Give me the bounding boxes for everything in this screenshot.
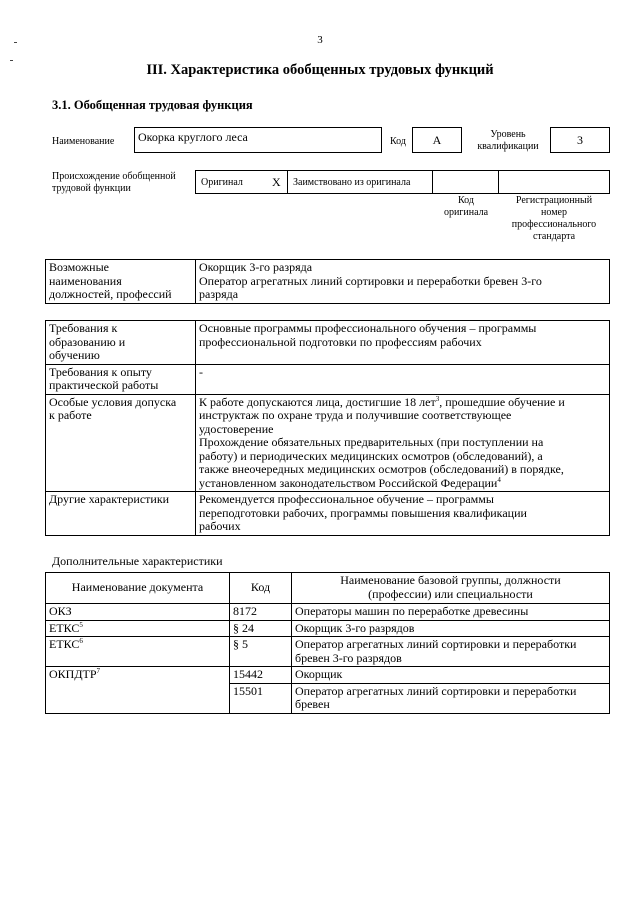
additional-table — [45, 572, 610, 714]
conditions-value-line: также внеочередных медицинских осмотров (обследований) в порядке, — [199, 462, 564, 476]
conditions-value-line — [199, 477, 606, 491]
conditions-value — [196, 394, 610, 492]
reg-number-caption-line-2: номер — [541, 207, 567, 218]
education-value-line: профессиональной подготовки по профессиям рабочих — [199, 334, 482, 349]
experience-value: - — [196, 364, 610, 394]
positions-value-line: Окорщик 3-го разряда — [199, 260, 313, 274]
code-original-caption — [436, 195, 496, 219]
name-value-box — [134, 127, 382, 153]
name-value: Окорка круглого леса — [138, 130, 248, 144]
divider — [287, 170, 288, 194]
positions-label-line: наименования — [49, 273, 122, 288]
code-cell: § 5 — [230, 637, 292, 667]
reg-number-caption-line-1: Регистрационный — [515, 195, 593, 206]
table-row — [46, 667, 610, 684]
origin-label — [52, 171, 176, 195]
conditions-label-line: Особые условия допуска — [49, 394, 177, 409]
col-header-code: Код — [230, 573, 292, 604]
name-line: бревен — [295, 697, 330, 711]
name-line: Операторы машин по переработке древесины — [295, 604, 529, 618]
other-value-line: рабочих — [199, 519, 241, 533]
name-cell — [292, 604, 610, 621]
experience-label-line: Требования к опыту — [49, 364, 152, 379]
level-label-line-2: квалификации — [477, 141, 539, 152]
col-header-name — [292, 573, 610, 604]
code-original-caption-line-2: оригинала — [443, 207, 489, 218]
subsection-title: 3.1. Обобщенная трудовая функция — [52, 98, 253, 112]
doc-cell — [46, 620, 230, 637]
table-row — [46, 620, 610, 637]
footnote-ref: 5 — [79, 620, 83, 629]
page-number: 3 — [317, 34, 323, 46]
col-header-name-line: Наименование базовой группы, должности — [340, 573, 561, 587]
other-label: Другие характеристики — [46, 492, 196, 536]
name-line: Оператор агрегатных линий сортировки и переработки — [295, 637, 577, 651]
doc-name: ЕТКС — [49, 620, 80, 635]
level-label-line-1: Уровень — [490, 129, 526, 140]
name-cell — [292, 620, 610, 637]
name-line: бревен 3-го разрядов — [295, 650, 402, 665]
table-row — [46, 604, 610, 621]
positions-label-line: Возможные — [49, 260, 109, 274]
code-cell: 15501 — [230, 683, 292, 713]
code-label: Код — [390, 136, 406, 147]
code-cell: 8172 — [230, 604, 292, 621]
divider — [498, 170, 499, 194]
conditions-value-line — [199, 396, 606, 410]
table-row — [46, 492, 610, 536]
table-row — [46, 637, 610, 667]
other-value-line: переподготовки рабочих, программы повышения квалификации — [199, 505, 527, 520]
footnote-ref: 4 — [497, 475, 501, 484]
table-header-row — [46, 573, 610, 604]
conditions-value-line: Прохождение обязательных предварительных (при поступлении на — [199, 435, 544, 449]
name-line: Окорщик — [295, 667, 343, 681]
doc-name: ЕТКС — [49, 637, 80, 651]
table-row — [46, 321, 610, 365]
doc-cell — [46, 604, 230, 621]
table-row — [46, 394, 610, 492]
code-original-caption-line-1: Код — [458, 195, 474, 206]
borrowed-label: Заимствовано из оригинала — [293, 177, 411, 188]
experience-label — [46, 364, 196, 394]
original-label: Оригинал — [201, 177, 243, 188]
positions-label — [46, 260, 196, 304]
conditions-label-line: к работе — [49, 408, 92, 422]
code-cell: 15442 — [230, 667, 292, 684]
name-label: Наименование — [52, 136, 115, 147]
code-value-box — [412, 127, 462, 153]
level-label — [468, 129, 548, 153]
conditions-value-line: работу) и периодических медицинских осмотров (обследований), а — [199, 448, 543, 463]
other-value — [196, 492, 610, 536]
positions-table — [45, 259, 610, 304]
education-label-line: обучению — [49, 348, 100, 362]
origin-label-line-1: Происхождение обобщенной — [52, 171, 176, 182]
requirements-table — [45, 320, 610, 536]
code-value: А — [432, 133, 442, 147]
conditions-text: , прошедшие обучение и — [439, 394, 565, 409]
reg-number-caption-line-3: профессионального — [511, 219, 597, 230]
education-value — [196, 321, 610, 365]
level-value: 3 — [577, 133, 583, 147]
section-title: III. Характеристика обобщенных трудовых функций — [146, 62, 494, 78]
name-cell — [292, 637, 610, 667]
table-row — [46, 260, 610, 304]
conditions-value-line: удостоверение — [199, 421, 274, 436]
positions-label-line: должностей, профессий — [49, 287, 172, 301]
positions-value-line: Оператор агрегатных линий сортировки и переработки бревен 3-го — [199, 273, 542, 288]
reg-number-caption-line-4: стандарта — [532, 231, 576, 242]
conditions-text: установленном законодательством Российской Федерации — [199, 475, 498, 490]
name-line: Окорщик 3-го разрядов — [295, 620, 415, 635]
origin-label-line-2: трудовой функции — [52, 183, 131, 194]
positions-value-line: разряда — [199, 287, 239, 301]
education-label — [46, 321, 196, 365]
name-cell — [292, 683, 610, 713]
conditions-value-line: инструктаж по охране труда и получившие соответствующее — [199, 408, 512, 422]
doc-name: ОКПДТР — [49, 667, 97, 681]
col-header-name-line: (профессии) или специальности — [368, 586, 533, 601]
doc-cell — [46, 667, 230, 714]
conditions-text: К работе допускаются лица, достигшие 18 лет — [199, 394, 436, 409]
education-value-line: Основные программы профессионального обучения – программы — [199, 321, 537, 335]
reg-number-caption — [500, 195, 608, 243]
code-cell: § 24 — [230, 620, 292, 637]
doc-cell — [46, 637, 230, 667]
col-header-doc: Наименование документа — [46, 573, 230, 604]
education-label-line: Требования к — [49, 321, 118, 335]
additional-title: Дополнительные характеристики — [52, 554, 223, 568]
conditions-label — [46, 394, 196, 492]
level-value-box — [550, 127, 610, 153]
footnote-ref: 6 — [79, 637, 83, 645]
experience-label-line: практической работы — [49, 378, 159, 392]
divider — [432, 170, 433, 194]
positions-value — [196, 260, 610, 304]
education-label-line: образованию и — [49, 334, 126, 349]
scan-mark — [10, 60, 13, 61]
other-value-line: Рекомендуется профессиональное обучение – программы — [199, 492, 494, 506]
name-cell — [292, 667, 610, 684]
doc-name: ОКЗ — [49, 604, 72, 618]
footnote-ref: 7 — [96, 667, 101, 675]
original-mark: X — [272, 175, 281, 189]
name-line: Оператор агрегатных линий сортировки и переработки — [295, 683, 577, 698]
footnote-ref: 3 — [435, 394, 440, 403]
table-row — [46, 364, 610, 394]
